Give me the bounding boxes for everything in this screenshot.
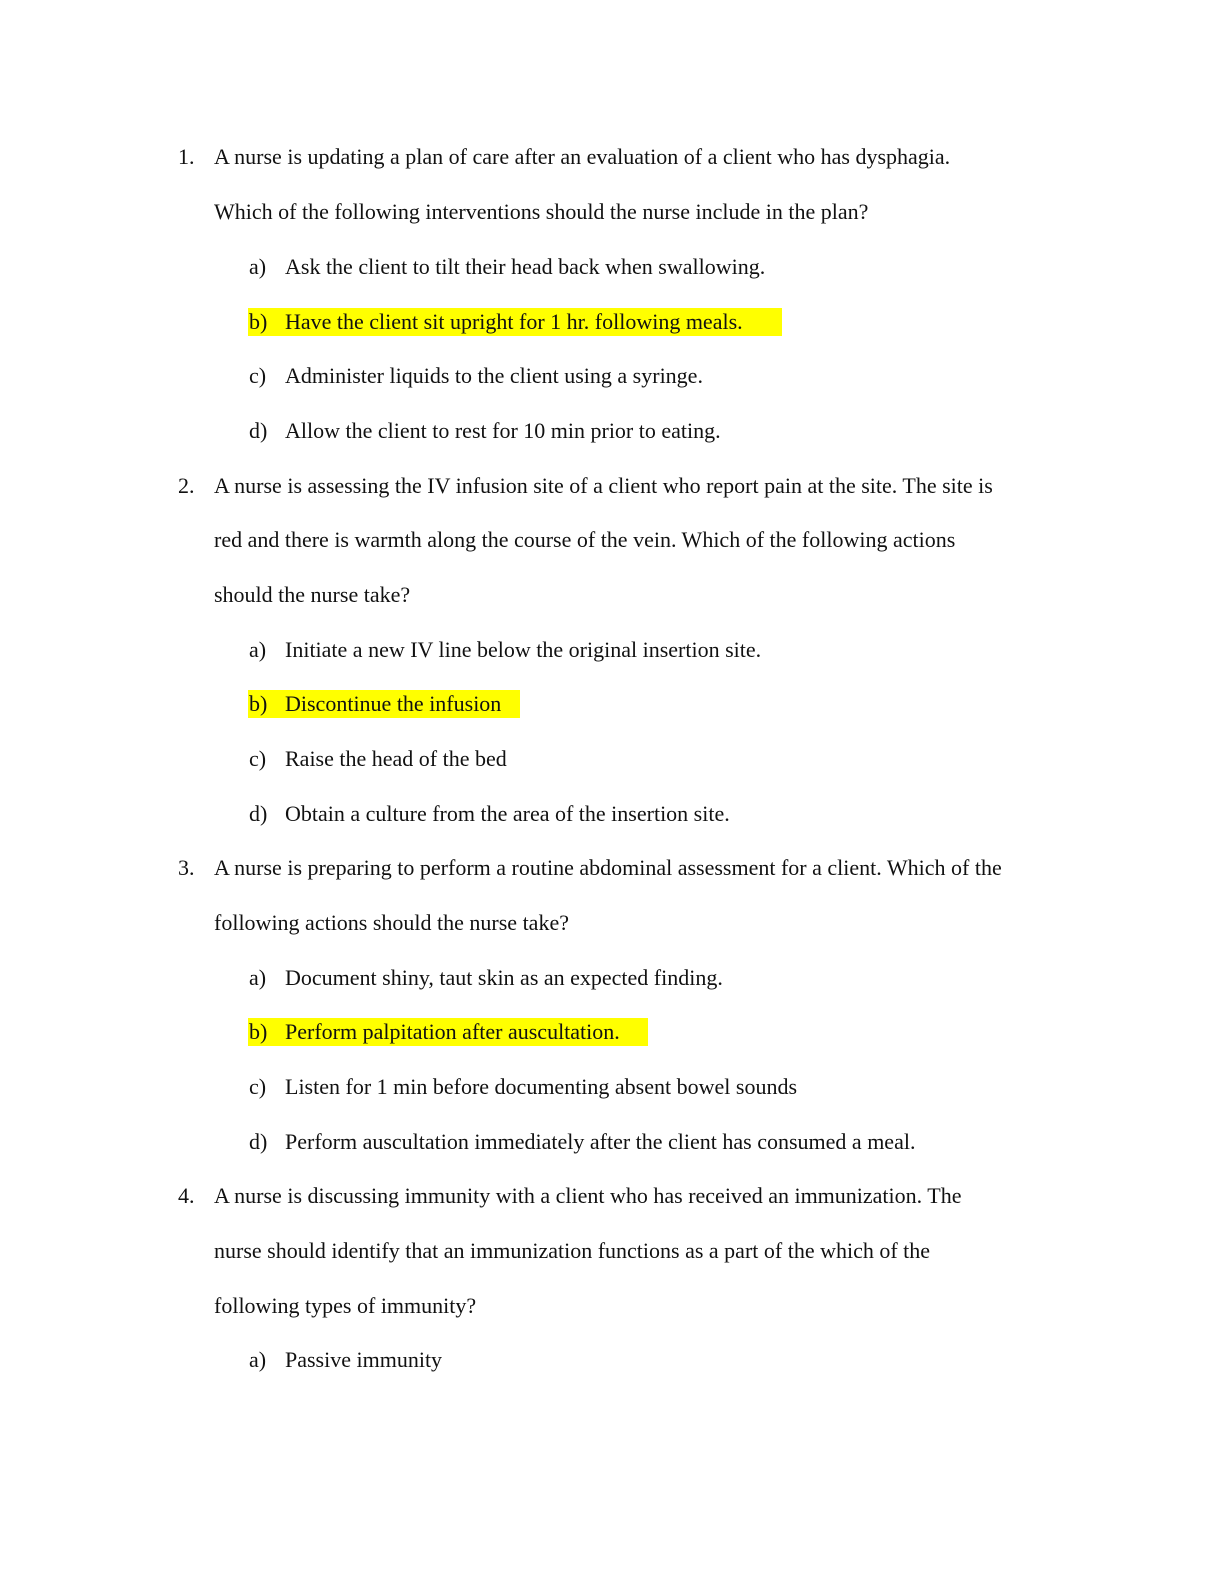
question-text-line: A nurse is updating a plan of care after an evaluation of a client who has dysphagia.: [214, 144, 951, 169]
question-text-line: should the nurse take?: [214, 582, 411, 607]
option-text: Document shiny, taut skin as an expected finding.: [285, 965, 723, 990]
option-text: Listen for 1 min before documenting absent bowel sounds: [285, 1074, 798, 1099]
option-text: Initiate a new IV line below the original insertion site.: [285, 637, 762, 662]
question-number: 2.: [178, 473, 195, 498]
option-label: a): [249, 965, 267, 990]
question-text-line: A nurse is discussing immunity with a client who has received an immunization. The: [214, 1183, 962, 1208]
option-text-correct: Discontinue the infusion: [285, 691, 502, 716]
question-number: 4.: [178, 1183, 195, 1208]
question-text-line: following types of immunity?: [214, 1293, 477, 1318]
option-label: a): [249, 1347, 267, 1372]
option-label: b): [249, 1019, 268, 1044]
option-text: Perform auscultation immediately after the client has consumed a meal.: [285, 1129, 916, 1154]
option-label: c): [249, 363, 267, 388]
option-text: Obtain a culture from the area of the insertion site.: [285, 801, 730, 826]
option-label: d): [249, 1129, 268, 1154]
option-label: c): [249, 746, 267, 771]
question-text-line: following actions should the nurse take?: [214, 910, 569, 935]
question-text-line: A nurse is assessing the IV infusion site of a client who report pain at the site. The site is: [214, 473, 993, 498]
question-text-line: red and there is warmth along the course of the vein. Which of the following actions: [214, 527, 956, 552]
option-label: b): [249, 691, 268, 716]
option-label: c): [249, 1074, 267, 1099]
option-text: Allow the client to rest for 10 min prior to eating.: [285, 418, 721, 443]
option-label: b): [249, 309, 268, 334]
option-text: Administer liquids to the client using a syringe.: [285, 363, 703, 388]
question-number: 1.: [178, 144, 195, 169]
option-label: a): [249, 254, 267, 279]
option-text-correct: Have the client sit upright for 1 hr. following meals.: [285, 309, 743, 334]
option-text: Raise the head of the bed: [285, 746, 507, 771]
question-text-line: Which of the following interventions should the nurse include in the plan?: [214, 199, 869, 224]
option-text-correct: Perform palpitation after auscultation.: [285, 1019, 620, 1044]
option-label: d): [249, 801, 268, 826]
question-text-line: A nurse is preparing to perform a routine abdominal assessment for a client. Which of the: [214, 855, 1002, 880]
question-number: 3.: [178, 855, 195, 880]
option-text: Ask the client to tilt their head back when swallowing.: [285, 254, 766, 279]
option-text: Passive immunity: [285, 1347, 443, 1372]
question-text-line: nurse should identify that an immunization functions as a part of the which of the: [214, 1238, 931, 1263]
option-label: d): [249, 418, 268, 443]
option-label: a): [249, 637, 267, 662]
